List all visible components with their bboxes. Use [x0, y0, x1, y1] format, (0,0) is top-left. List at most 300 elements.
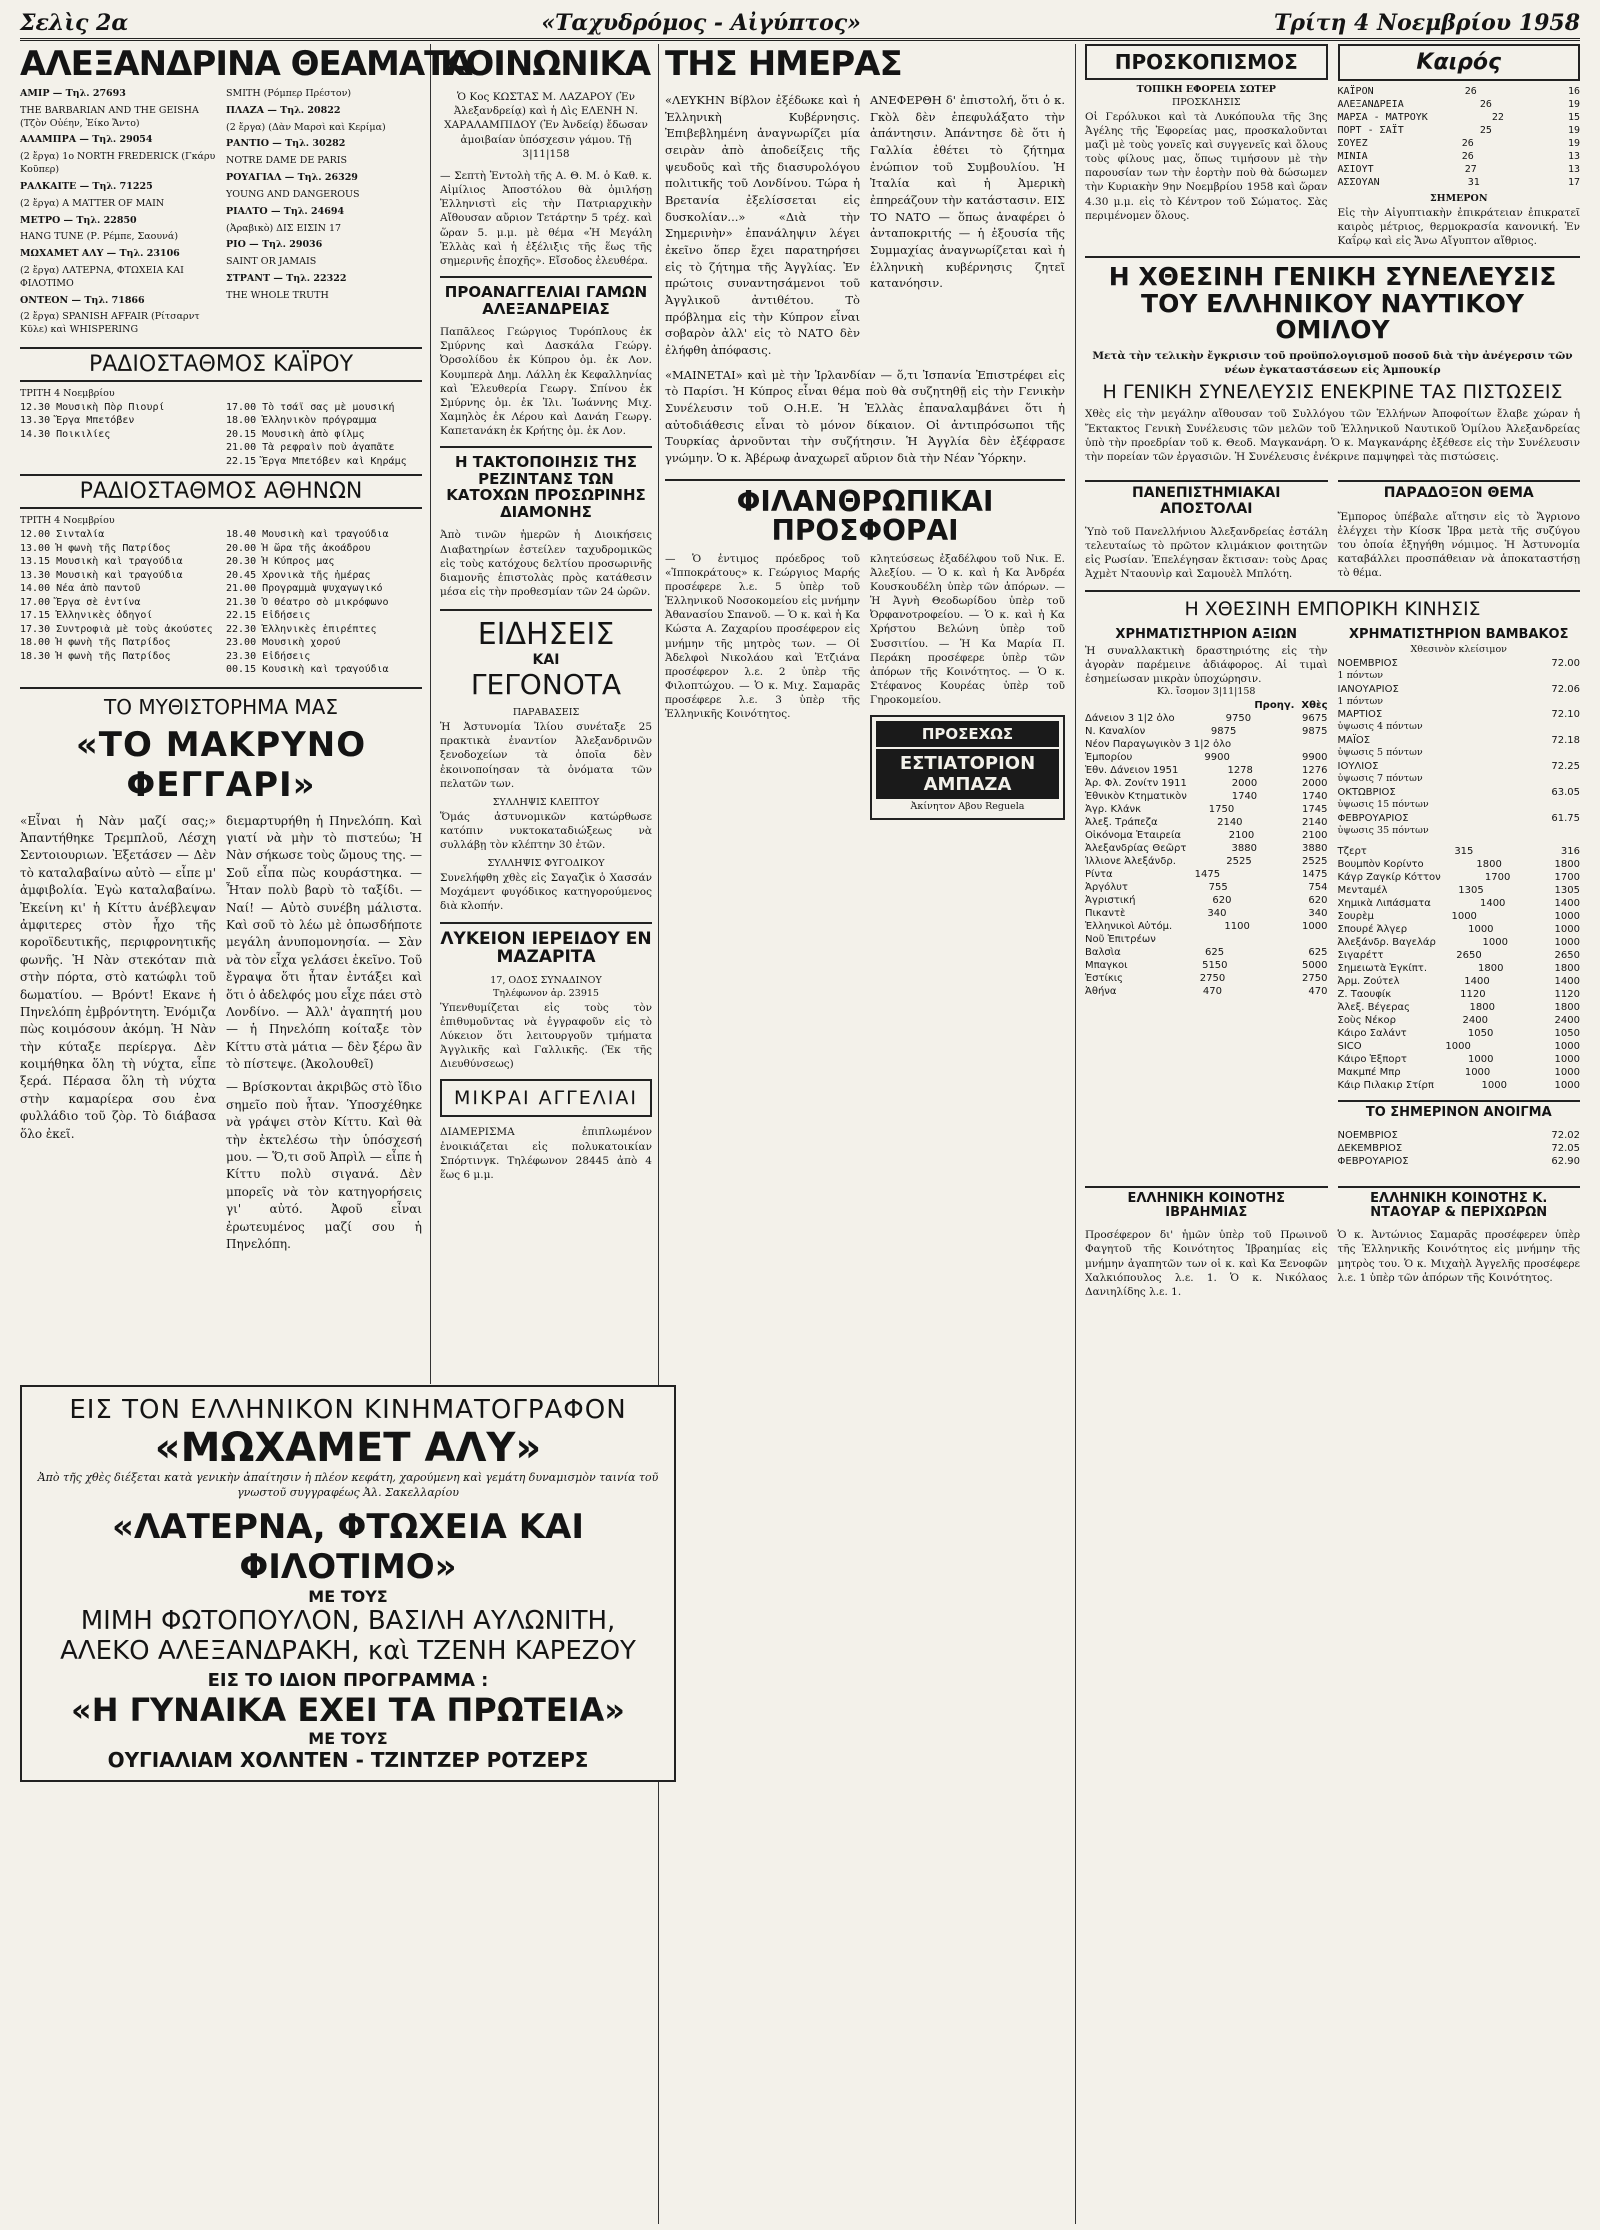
page-number: Σελὶς 2α [20, 10, 129, 36]
goods-row-cell: 1000 [1482, 937, 1508, 949]
stock-row-cell: Νέον Παραγωγικὸν 3 1|2 ὀλο [1085, 739, 1232, 751]
novel-text-third: — Βρίσκονται ἀκριβῶς στὸ ἴδιο σημεῖο ποὺ ἦταν. Ὑποσχέθηκε νὰ γράψει στὸν Κίττυ. Καὶ θὰ τὴν ἐκτελέσω τὴν ὑπόσχεσή μου. — Ὅ,τι σοῦ Ἀπρὶλ — εἶπε ἡ Κίττυ πολὺ σιγανά. Δὲν μπορεῖς νὰ τὸν κατηγορήσεις γι' αὐτό. Ἀφοῦ εἶναι ἐρωτευμένος μαζί σου ἡ Πηνελόπη. [226, 1080, 422, 1251]
cotton-note: ὑψωσις 35 πόντων [1337, 824, 1429, 836]
goods-row [1338, 897, 1581, 910]
goods-row-cell: Κάιρο Ἐξπορτ [1337, 1054, 1407, 1066]
scouts-title: ΤΟΠΙΚΗ ΕΦΟΡΕΙΑ ΣΩΤΕΡ [1136, 84, 1276, 95]
stock-row-cell: 2100 [1228, 830, 1255, 842]
stock-row-cell: Ἀργόλυτ [1085, 882, 1128, 894]
goods-row [1338, 884, 1581, 897]
radio-cairo-schedule: 12.30 Μουσικὴ Πὸρ Πιουρί 13.30 Ἔργα Μπετόβεν 14.30 Ποικιλίες 17.00 Τὸ τσάϊ σας μὲ μουσική 18.00 Ἑλληνικὸν πρόγραμμα 20.15 Μουσικὴ ἀπὸ φίλμς 21.00 Τὰ ρεφραὶν ποὺ ἀγαπᾶτε 22.15 Ἔργα Μπετόβεν καὶ Κηράμς [20, 401, 407, 467]
radio-cairo-date: ΤΡΙΤΗ 4 Νοεμβρίου [20, 388, 115, 399]
charity-right: κλητεύσεως ἐξαδέλφου τοῦ Νικ. Ε. Ἀλεξίου. — Ὁ κ. καὶ ἡ Κα Ἀνδρέα Κουσκουδέλη ὑπὲρ τῶν ἀπόρων. — Ἡ Ἀγνὴ Θεοδωρίδου ὑπὲρ τοῦ Ὀρφανοτροφείου. — Ὁ κ. καὶ ἡ Κα Χρήστου Βελώνη ὑπὲρ τοῦ Συσσιτίου. — Ἡ Κα Μαρία Π. Περάκη προσέφερε ὑπὲρ τῶν ἀπόρων τῆς Κοινότητος. — Ὁ κ. Στέφανος Κουρέας ὑπὲρ τοῦ Γηροκομείου. [870, 552, 1065, 707]
stock-row-cell: Νοῦ Ἐπιτρέων [1085, 934, 1156, 946]
weather-row [1338, 98, 1581, 111]
stock-row-cell: 1100 [1224, 921, 1250, 933]
goods-row [1338, 1066, 1581, 1079]
residence-title: Η ΤΑΚΤΟΠΟΙΗΣΙΣ ΤΗΣ ΡΕΖΙΝΤΑΝΣ ΤΩΝ ΚΑΤΟΧΩΝ ΠΡΟΣΩΡΙΝΗΣ ΔΙΑΜΟΝΗΣ [440, 446, 652, 520]
goods-row-cell: SICO [1337, 1041, 1362, 1053]
stock-row-cell: 5000 [1302, 960, 1328, 972]
goods-row-cell: 1120 [1460, 989, 1486, 1001]
stock-row-cell: Ἀθήνα [1085, 986, 1117, 998]
stock-row-cell: 9875 [1210, 726, 1237, 738]
cinema-ad-intro: Ἀπὸ τῆς χθὲς διέξεται κατὰ γενικὴν ἀπαίτησιν ἡ πλέον κεφάτη, χαρούμενη καὶ γεμάτη δυναμισμὸν ταινία τοῦ γνωστοῦ συγγραφέως Ἀλ. Σακελλαρίου [37, 1471, 659, 1499]
stock-row-cell: 2525 [1302, 856, 1328, 868]
goods-row-cell: Ἀρμ. Ζούτελ [1337, 976, 1400, 988]
goods-row [1338, 962, 1581, 975]
cotton-note: ὑψωσις 4 πόντων [1337, 721, 1423, 733]
classifieds-text: ΔΙΑΜΕΡΙΣΜΑ ἐπιπλωμένον ἐνοικιάζεται εἰς πολυκατοικίαν Σπόρτινγκ. Τηλέφωνον 28445 ἀπὸ 4 ἕως 6 μ.μ. [440, 1126, 652, 1181]
goods-row-cell: 1050 [1554, 1028, 1580, 1040]
university-text: Ὑπὸ τοῦ Πανελλήνιου Ἀλεξανδρείας ἐστάλη τελευταίως τὸ πρῶτον κλιμάκιον φοιτητῶν εἰς Ρωσίαν. Ἐπελέγησαν ἔκτισαν: τοὺς Δρας Ἀχμὲτ Νταουνὶρ καὶ Σαμουὲλ Μπλότη. [1085, 525, 1328, 581]
weather-today: ΣΗΜΕΡΟΝ [1429, 193, 1488, 204]
university-title: ΠΑΝΕΠΙΣΤΗΜΙΑΚΑΙ ΑΠΟΣΤΟΛΑΙ [1085, 480, 1328, 517]
goods-row-cell: 2400 [1554, 1015, 1580, 1027]
today-rate-row [1338, 1155, 1581, 1168]
stock-row [1085, 803, 1328, 816]
weather-row [1338, 137, 1581, 150]
stock-row [1085, 829, 1328, 842]
stock-row-cell: 470 [1308, 986, 1328, 998]
stock-row-cell: Μπαγκοι [1085, 960, 1128, 972]
school-title: ΛΥΚΕΙΟΝ ΙΕΡΕΙΔΟΥ ΕΝ ΜΑΖΑΡΙΤΑ [440, 922, 652, 967]
stock-row-cell: Βαλσὶα [1085, 947, 1121, 959]
cotton-note: ὑψωσις 7 πόντων [1337, 772, 1423, 784]
stock-row [1085, 712, 1328, 725]
goods-row [1338, 988, 1581, 1001]
school-phone: Τηλέφωνον ἀρ. 23915 [493, 987, 599, 999]
goods-row [1338, 975, 1581, 988]
goods-row-cell: Κάγρ Ζαγκίρ Κόττον [1337, 872, 1441, 884]
today-rate-row-cell: ΔΕΚΕΜΒΡΙΟΣ [1337, 1142, 1403, 1154]
cotton-note: 1 πόντων [1337, 669, 1384, 681]
goods-row-cell: Χημικὰ Λιπάσματα [1337, 898, 1431, 910]
goods-row [1338, 1053, 1581, 1066]
commerce-title: Η ΧΘΕΣΙΝΗ ΕΜΠΟΡΙΚΗ ΚΙΝΗΣΙΣ [1184, 597, 1481, 620]
news-title: ΕΙΔΗΣΕΙΣ [477, 617, 615, 653]
residence-text: Ἀπὸ τινῶν ἡμερῶν ἡ Διοικήσεις Διαβατηρίων ἐστείλεν ταχυδρομικῶς εἰς τοὺς κατόχους δελτίου προσωρινῆς διαμονῆς ἐπιστολὰς πρὸς κατάθεσιν μέσα εἰς τὴν προθεσμίαν τῶν 24 ὡρῶν. [440, 529, 652, 599]
cotton-row-cell: 61.75 [1551, 812, 1580, 824]
marriage-announcements-title: ΠΡΟΑΝΑΓΓΕΛΙΑΙ ΓΑΜΩΝ ΑΛΕΞΑΝΔΡΕΙΑΣ [440, 276, 652, 317]
school-text: Ὑπενθυμίζεται εἰς τοὺς τὸν ἐπιθυμοῦντας νὰ ἐγγραφοῦν εἰς τὸ Λύκειον ὅτι λειτουργοῦν τμήματα Ἀγγλικῆς καὶ Γαλλικῆς. (Ἐκ τῆς Διευθύνσεως) [440, 1001, 652, 1071]
goods-row-cell: 1400 [1554, 976, 1580, 988]
cotton-row [1338, 760, 1581, 773]
today-rate-row-cell: 62.90 [1551, 1155, 1580, 1167]
weather-row-cell: 26 [1479, 99, 1492, 110]
stock-row-cell: Οἰκόνομα Ἐταιρεία [1085, 830, 1181, 842]
stock-row-cell: 625 [1308, 947, 1328, 959]
weather-row [1338, 85, 1581, 98]
stocks-title: ΧΡΗΜΑΤΙΣΤΗΡΙΟΝ ΑΞΙΩΝ [1115, 626, 1298, 642]
stock-row-cell: Ἀλεξανδρίας Θεῶρτ [1085, 843, 1187, 855]
goods-row-cell: 1050 [1467, 1028, 1494, 1040]
goods-row-cell: 1700 [1484, 872, 1511, 884]
column-social [440, 44, 652, 1374]
weather-row-cell: 26 [1464, 86, 1477, 97]
cotton-row-cell: ΙΟΥΛΙΟΣ [1337, 760, 1379, 772]
goods-row-cell: 1000 [1554, 1041, 1580, 1053]
today-rate-row [1338, 1142, 1581, 1155]
weather-row [1338, 150, 1581, 163]
marriage-announcements: Παπᾶλεος Γεώργιος Τυρόπλους ἐκ Σμύρνης καὶ Δασκάλα Γεώργ. Ὀρσολίδου ἐκ Κύπρου ὁμ. ἐκ Λον. Κουμπερὰ Δημ. Λάλλη ἐκ Κεφαλληνίας καὶ Ἐλευθερία Γεωργ. Σπίνου ἐκ Σμύρνης ὁμ. ἐκ Ἰλι. Ἰωάννης Μιχ. Χαμηλὸς ἐκ Λέρου καὶ Δανάη Γεωργ. Καπετανάκη ἐκ Κρήτης ὁμ. ἐκ Λον. [440, 326, 652, 438]
stock-row-cell: Ἀλεξ. Τράπεζα [1085, 817, 1158, 829]
cinema-ad-name: «ΜΩΧΑΜΕΤ ΑΛΥ» [154, 1425, 542, 1471]
goods-row-cell: 1400 [1554, 898, 1580, 910]
today-rate-row-cell: ΦΕΒΡΟΥΑΡΙΟΣ [1337, 1155, 1409, 1167]
stock-row-cell: Ἀγριστική [1085, 895, 1136, 907]
cotton-row-cell: 72.06 [1551, 683, 1580, 695]
goods-row-cell: 1000 [1467, 1054, 1494, 1066]
radio-athens-schedule: 12.00 Σινταλία 13.00 Ἡ φωνὴ τῆς Πατρίδος 13.15 Μουσικὴ καὶ τραγούδια 13.30 Μουσικὴ καὶ τραγούδια 14.00 Νέα ἀπὸ παντοῦ 17.00 Ἔργα σὲ ἐντίνα 17.15 Ἑλληνικὲς ὁδηγοί 17.30 Συντροφιὰ μὲ τοὺς ἀκούστες 18.00 Ἡ φωνὴ τῆς Πατρίδος 18.30 Ἡ φωνὴ τῆς Πατρίδος 18.40 Μουσικὴ καὶ τραγούδια 20.00 Ἡ ὥρα τῆς ἀκοάδρου 20.30 Ἡ Κύπρος μας 20.45 Χρονικὰ τῆς ἡμέρας 21.00 Προγραμμὰ ψυχαγωγικό 21.30 Ὁ Θέατρο σὸ μικρόφωνο 22.15 Εἰδήσεις 22.30 Ἑλληνικὲς ἐπιρέπτες 23.00 Μουσικὴ χορού 23.30 Εἰδήσεις 00.15 Κουσικὴ καὶ τραγούδια [20, 529, 389, 676]
stocks-text: Ἡ συναλλακτικὴ δραστηριότης εἰς τὴν ἀγορὰν παρέμεινε ἀδιάφορος. Αἱ τιμαὶ ἐσημείωσαν μικρὰν ὑποχώρησιν. [1085, 644, 1328, 686]
goods-row [1338, 1001, 1581, 1014]
goods-row [1338, 936, 1581, 949]
goods-row [1338, 1027, 1581, 1040]
stock-row-cell: Ἐθνικὸν Κτηματικὸν [1085, 791, 1187, 803]
news-events: ΓΕΓΟΝΟΤΑ [470, 668, 622, 702]
goods-row [1338, 858, 1581, 871]
assembly-text: Χθὲς εἰς τὴν μεγάλην αἴθουσαν τοῦ Συλλόγου τῶν Ἑλλήνων Ἀποφοίτων ἔλαβε χώραν ἡ Ἔκτακτος Γενικὴ Συνέλευσις τῶν μελῶν τοῦ Ἑλληνικοῦ Ναυτικοῦ Ὁμίλου Ἀλεξανδρείας ὑπὸ τὴν προεδρίαν τοῦ κ. Θεοδ. Μαγκανάρη. Ὁ κ. Μαγκανάρης ἐξέθεσε εἰς τὴν Συνέλευσιν τὴν πορείαν τῶν ἐργασιῶν. Ἡ Συνέλευσις ἐνέκρινε παμψηφεὶ τὰς πιστώσεις. [1085, 408, 1580, 463]
stock-row-cell: 9675 [1302, 713, 1328, 725]
cotton-row-cell: 72.25 [1551, 760, 1580, 772]
stock-row-cell: 3880 [1231, 843, 1257, 855]
goods-row-cell: 1000 [1464, 1067, 1491, 1079]
goods-row-cell: 1000 [1481, 1080, 1507, 1092]
goods-row [1338, 871, 1581, 884]
paper-name: «Ταχυδρόμος - Αἰγύπτος» [541, 10, 861, 36]
cotton-note: ὑψωσις 15 πόντων [1337, 798, 1429, 810]
ibrahimia-title: ΕΛΛΗΝΙΚΗ ΚΟΙΝΟΤΗΣ ΙΒΡΑΗΜΙΑΣ [1085, 1186, 1328, 1221]
today-rate-row-cell: ΝΟΕΜΒΡΙΟΣ [1337, 1129, 1398, 1141]
masthead [20, 8, 1580, 41]
cotton-row [1338, 734, 1581, 747]
stock-row [1085, 972, 1328, 985]
cinema-ad-cast1b: ΑΛΕΚΟ ΑΛΕΞΑΝΔΡΑΚΗ, καὶ ΤΖΕΝΗ ΚΑΡΕΖΟΥ [60, 1635, 636, 1666]
weather-row [1338, 163, 1581, 176]
cotton-row-cell: ΦΕΒΡΟΥΑΡΙΟΣ [1337, 812, 1409, 824]
stocks-date: Κλ. ἴσομον 3|11|158 [1157, 686, 1256, 698]
goods-row-cell: 1120 [1554, 989, 1580, 1001]
cotton-row [1338, 657, 1581, 670]
cotton-note: 1 πόντων [1337, 695, 1384, 707]
stock-row-cell: 2750 [1302, 973, 1328, 985]
stock-row [1085, 764, 1328, 777]
goods-row-cell: 1400 [1464, 976, 1490, 988]
stock-row-cell: 1276 [1302, 765, 1328, 777]
stock-row-cell: Ἐμπορίου [1085, 752, 1133, 764]
ntaouar-title: ΕΛΛΗΝΙΚΗ ΚΟΙΝΟΤΗΣ Κ. ΝΤΑΟΥΑΡ & ΠΕΡΙΧΩΡΩΝ [1338, 1186, 1581, 1221]
goods-row-cell: 1800 [1554, 1002, 1580, 1014]
scouts-text: Οἱ Γερόλυκοι καὶ τὰ Λυκόπουλα τῆς 3ης Ἀγέλης τῆς Ἐφορείας μας, προσκαλοῦνται μαζὶ μὲ τοὺς γονεῖς καὶ συγγενεῖς καὶ ὅλους τοὺς φίλους μας, ὅπως τιμήσουν μὲ τὴν παρουσίαν των τὴν ἑορτὴν ποὺ θὰ δώσωμεν τὴν Κυριακὴν 9ην Νοεμβρίου 1958 καὶ ὥραν 4.30 μ.μ. εἰς τὸ Κέντρον τοῦ Σώματος. Σὰς περιμένομεν ὅλους. [1085, 110, 1328, 222]
weather-row-cell: ΑΛΕΞΑΝΔΡΕΙΑ [1337, 99, 1404, 110]
stock-row-cell: 1745 [1302, 804, 1328, 816]
goods-row-cell: Σημειωτὰ Ἐγκίπτ. [1337, 963, 1427, 975]
restaurant-ad [870, 715, 1065, 820]
cotton-row [1338, 708, 1581, 721]
ntaouar-text: Ὁ κ. Ἀντώνιος Σαμαρᾶς προσέφερεν ὑπὲρ τῆς Ἑλληνικῆς Κοινότητος εἰς μνήμην τῆς μητρὸς του. Ὁ κ. Μιχαὴλ Ἀγγελῆς προσέφερε λ.ε. 1 ὑπὲρ τῶν ἀπόρων τῆς Κοινότητος. [1337, 1229, 1580, 1284]
goods-row-cell: 1000 [1445, 1041, 1471, 1053]
cotton-row-cell: ΝΟΕΜΒΡΙΟΣ [1337, 657, 1398, 669]
cinema-list-right: SMITH (Ρόμπερ Πρέστον) ΠΛΑΖΑ — Τηλ. 20822 (2 ἔργα) (Δὰν Μαρσὶ καὶ Κερίμα) ΡΑΝΤΙΟ — Τηλ. 30282 NOTRE DAME DE PARIS ΡΟΥΑΓΙΑΛ — Τηλ. 26329 YOUNG AND DANGEROUS ΡΙΑΛΤΟ — Τηλ. 24694 (Ἀραβικὸ) ΔΙΣ ΕΙΣΙΝ 17 ΡΙΟ — Τηλ. 29036 SAINT OR JAMAIS ΣΤΡΑΝΤ — Τηλ. 22322 THE WHOLE TRUTH [226, 88, 386, 301]
stock-row-cell: Ἐστίκις [1085, 973, 1123, 985]
stock-row-cell: 2525 [1226, 856, 1252, 868]
cinema-ad-cast2: ΟΥΓΙΑΛΙΑΜ ΧΟΛΝΤΕΝ - ΤΖΙΝΤΖΕΡ ΡΟΤΖΕΡΣ [107, 1747, 589, 1772]
stock-row-cell: Ἑλληνικοὶ Αὐτόμ. [1085, 921, 1173, 933]
goods-row-cell: 1000 [1554, 911, 1580, 923]
stock-row [1085, 907, 1328, 920]
violations-text: Ἡ Ἀστυνομία Ἰλίου συνέταξε 25 πρακτικὰ ἐναντίον Ἀλεξανδρινῶν ξενοδοχείων τὰ ὁποῖα δὲν ἐκοινοποίησαν τὰ ὀνόματα τῶν πελατῶν των. [440, 721, 652, 790]
goods-row-cell: 2650 [1554, 950, 1580, 962]
section-title-social: ΚΟΙΝΩΝΙΚΑ [440, 44, 651, 84]
goods-row-cell: 1800 [1478, 963, 1504, 975]
cinema-list-left: ΑΜΙΡ — Τηλ. 27693 THE BARBARIAN AND THE GEISHA (Τζὸν Οὐέην, Ἐίκο Ἄντο) ΑΛΑΜΠΡΑ — Τηλ. 29054 (2 ἔργα) 1ο NORTH FREDERICK (Γκάρυ Κοῦπερ) ΡΑΛΚΑΙΤΕ — Τηλ. 71225 (2 ἔργα) A MATTER OF MAIN ΜΕΤΡΟ — Τηλ. 22850 HANG TUNE (Ρ. Ρέμπε, Σαουνά) ΜΩΧΑΜΕΤ ΑΛΥ — Τηλ. 23106 (2 ἔργα) ΛΑΤΕΡΝΑ, ΦΤΩΧΕΙΑ ΚΑΙ ΦΙΛΟΤΙΜΟ ΟΝΤΕΟΝ — Τηλ. 71866 (2 ἔργα) SPANISH AFFAIR (Ρίτσαρντ Κῦλε) καὶ WHISPERING [20, 88, 216, 336]
goods-row [1338, 949, 1581, 962]
goods-row-cell: Τζερτ [1337, 846, 1367, 858]
weather-row-cell: 25 [1479, 125, 1492, 136]
stock-row-cell: Ἐθν. Δάνειον 1951 [1085, 765, 1179, 777]
column-news [1085, 44, 1580, 2224]
stock-row-cell: 9900 [1302, 752, 1328, 764]
cotton-row-cell: 72.00 [1551, 657, 1580, 669]
weather-row-cell: 26 [1461, 138, 1474, 149]
paradox-text: Ἔμπορος ὑπέβαλε αἴτησιν εἰς τὸ Ἄγριονο ἐλέγχει τὴν Κίοσκ Ἰβρα μετὰ τῆς συζύγου του ὁποία ἐξηγήθη νόμιμος. Ἡ Ἀστυνομία καταβάλλει προσπάθειαν νὰ ἀποκαταστήσῃ τὸ θέμα. [1337, 510, 1580, 580]
lecture-notice: — Σεπτὴ Ἐντολὴ τῆς Α. Θ. Μ. ὁ Καθ. κ. Αἰμίλιος Ἀποστόλου θὰ ὁμιλήσῃ Ἑλληνιστὶ εἰς τὴν Πατριαρχικὴν Αἴθουσαν αὔριον Τετάρτην 5 τρέχ. καὶ ὥραν 5. μ.μ. μὲ θέμα «Ἡ Μεγάλη Ἑλλὰς καὶ ἡ ἐξέλιξις τῆς ἕως τῆς σημερινῆς ἐποχῆς». Εἴσοδος ἐλευθέρα. [440, 169, 652, 267]
stock-row-cell: 1750 [1208, 804, 1235, 816]
novel-title: «ΤΟ ΜΑΚΡΥΝΟ ΦΕΓΓΑΡΙ» [75, 724, 367, 805]
goods-row-cell: 1000 [1554, 937, 1580, 949]
cotton-row-cell: 72.18 [1551, 735, 1580, 747]
stock-row-cell: 2100 [1302, 830, 1328, 842]
stock-row-cell: 3880 [1302, 843, 1328, 855]
radio-athens-title: ΡΑΔΙΟΣΤΑΘΜΟΣ ΑΘΗΝΩΝ [20, 474, 422, 509]
stock-row-cell: Ἰλλιονε Ἀλεξάνδρ. [1085, 856, 1176, 868]
stock-row [1085, 751, 1328, 764]
weather-row-cell: 19 [1567, 125, 1580, 136]
goods-row-cell: Μενταμέλ [1337, 885, 1388, 897]
paradox-title: ΠΑΡΑΔΟΞΟΝ ΘΕΜΑ [1338, 480, 1581, 501]
cotton-row-cell: ΙΑΝΟΥΑΡΙΟΣ [1337, 683, 1399, 695]
section-title-theaters: ΑΛΕΞΑΝΔΡΙΝΑ ΘΕΑΜΑΤΑ [20, 44, 472, 84]
stock-row-cell: Ν. Καναλίον [1085, 726, 1146, 738]
stock-row [1085, 725, 1328, 738]
radio-athens-date: ΤΡΙΤΗ 4 Νοεμβρίου [20, 515, 115, 527]
stock-row-cell: 5150 [1202, 960, 1228, 972]
goods-row-cell: 1305 [1458, 885, 1484, 897]
cotton-row [1338, 683, 1581, 696]
weather-row-cell: ΚΑΪΡΟΝ [1337, 86, 1374, 97]
goods-row-cell: 2650 [1456, 950, 1482, 962]
weather-logo: Καιρός [1338, 44, 1581, 81]
today-lower-text: «ΜΑΙΝΕΤΑΙ» καὶ μὲ τὴν Ἱρλανδίαν — ὅ,τι Ἰσπανία Ἐπιστρέφει εἰς τὸ Παρίσι. Ἡ Κύπρος εἶναι θέμα ποὺ θὰ συζητηθῇ εἰς τὴν Γενικὴν Συνέλευσιν τοῦ Ο.Η.Ε. Ἡ Ἑλλὰς ἐπαναλαμβάνει ὅτι ἡ αὐτοδιάθεσις εἶναι τὸ μόνον δίκαιον. Οἱ ἀντιπρόσωποι τῆς Τουρκίας ἀρνοῦνται τὴν συζήτησιν. Ἡ Ἀγγλία δὲν ἐξέφρασε γνώμην. Ὁ κ. Ἀβέρωφ ἀναχωρεῖ αὔριον διὰ τὴν Νέαν Ὑόρκην. [665, 367, 1065, 466]
school-address: 17, ΟΔΟΣ ΣΥΝΑΔΙΝΟΥ [490, 975, 602, 986]
goods-row-cell: 1000 [1451, 911, 1477, 923]
weather-row-cell: ΑΣΣΟΥΑΝ [1337, 177, 1380, 188]
assembly-subtitle1: Μετὰ τὴν τελικὴν ἔγκρισιν τοῦ προϋπολογισμοῦ ποσοῦ διὰ τὴν ἀνέγερσιν τῶν νέων ἐγκαταστάσεων εἰς Ἀμπουκίρ [1092, 350, 1573, 377]
weather-row-cell: ΜΑΡΣΑ - ΜΑΤΡΟΥΚ [1337, 112, 1428, 123]
stock-row-cell: 2000 [1231, 778, 1258, 790]
classifieds-box [440, 1079, 652, 1117]
cotton-row [1338, 812, 1581, 825]
cinema-ad-film1: «ΛΑΤΕΡΝΑ, ΦΤΩΧΕΙΑ ΚΑΙ ΦΙΛΟΤΙΜΟ» [112, 1506, 584, 1587]
today-rate-row-cell: 72.05 [1551, 1142, 1580, 1154]
weather-row-cell: 13 [1567, 151, 1580, 162]
cinema-ad-film2: «Η ΓΥΝΑΙΚΑ ΕΧΕΙ ΤΑ ΠΡΩΤΕΙΑ» [71, 1690, 625, 1729]
restaurant-ad-name: ΕΣΤΙΑΤΟΡΙΟΝ ΑΜΠΑΖΑ [876, 749, 1059, 799]
goods-row-cell: 316 [1560, 846, 1580, 858]
cinema-ad-with1: ΜΕ ΤΟΥΣ [308, 1586, 388, 1606]
stock-row [1085, 842, 1328, 855]
goods-row-cell: Σπουρέ Ἀλγερ [1337, 924, 1408, 936]
goods-row-cell: Ἀλεξ. Βέγερας [1337, 1002, 1410, 1014]
cotton-note: ὑψωσις 5 πόντων [1337, 747, 1423, 759]
violations-label: ΠΑΡΑΒΑΣΕΙΣ [512, 707, 580, 719]
cotton-row-cell: ΜΑΪΟΣ [1337, 735, 1371, 747]
today-right-text: ΑΝΕΦΕΡΘΗ δ' ἐπιστολή, ὅτι ὁ κ. Γκὸλ δὲν ἐπεφυλάξατο τὴν ἀπάντησιν. Ἀπάντησε δὲ ὅτι ἡ Γαλλία ἐθέτει τὸ ζήτημα ἐνώπιον τοῦ Συμβουλίου. Ἡ Ἰταλία καὶ ἡ Ἀμερικὴ ἐπηρεάζουν τὴν κατάστασιν. ΕΙΣ ΤΟ ΝΑΤΟ — ὅπως ἀναφέρει ὁ ἀνταποκριτής — ἡ ἐξουσία τῆς Συμμαχίας ἀναγνωρίζεται καὶ ἡ ἑλληνικὴ κυβέρνησις ζητεῖ κατανόησιν. [870, 93, 1065, 291]
stock-row-cell: 755 [1208, 882, 1228, 894]
stocks-table [1085, 712, 1328, 998]
today-main-text: «ΛΕΥΚΗΝ Βίβλον ἐξέδωκε καὶ ἡ Ἑλληνικὴ Κυβέρνησις. Ἐπιβεβλημένη ἀναγνωρίζει μία σειρὰν ἀπὸ ἀποδείξεις τῆς ψευδοῦς καὶ τῆς διασυρολόγου πολιτικῆς τοῦ Λονδίνου. Τώρα ἡ Βρετανία ἐξελίσσεται εἰς δυσκολίαν...» «Διὰ τὴν Σημερινὴν» ἐπανάληψιν λέγει ἐκεῖνο ὅπερ ἔχει παρατηρήσει εἰς τὸ ζήτημα τῆς Ἀγγλίας. Ἐν πρώτοις συναντησάμενοι τοῦ Ἀγγλικοῦ ἀντιθέτου. Τὸ πρόβλημα εἰς τὴν Κύπρον εἶναι σοβαρὸν ἀλλ' εἰς τὸ ΝΑΤΟ δὲν ἐλήφθη ἀπόφασις. [665, 93, 860, 358]
stock-row-cell: Ἀρ. Φλ. Ζονίτν 1911 [1085, 778, 1187, 790]
stock-row-cell: 9900 [1204, 752, 1230, 764]
scouts-sub: ΠΡΟΣΚΛΗΣΙΣ [1171, 96, 1241, 108]
cotton-row-cell: ΜΑΡΤΙΟΣ [1337, 709, 1383, 721]
goods-table [1338, 845, 1581, 1092]
goods-row [1338, 923, 1581, 936]
goods-row-cell: Σοὺς Νέκορ [1337, 1015, 1397, 1027]
restaurant-ad-address: Ἀκίνητον Αβου Reguela [910, 801, 1025, 813]
goods-row-cell: 1000 [1554, 1080, 1580, 1092]
weather-row-cell: 19 [1567, 99, 1580, 110]
cinema-ad-venue: ΕΙΣ ΤΟΝ ΕΛΛΗΝΙΚΟΝ ΚΙΝΗΜΑΤΟΓΡΑΦΟΝ [69, 1395, 627, 1425]
weather-row-cell: 17 [1567, 177, 1580, 188]
weather-row-cell: ΠΟΡΤ - ΣΑΪΤ [1337, 125, 1404, 136]
weather-row-cell: ΑΣΙΟΥΤ [1337, 164, 1374, 175]
stock-row [1085, 790, 1328, 803]
ibrahimia-text: Προσέφερον δι' ἡμῶν ὑπὲρ τοῦ Πρωινοῦ Φαγητοῦ τῆς Κοινότητος Ἰβραημίας εἰς μνήμην ἀγαπητῶν των οἱ κ. καὶ Κα Ξενοφῶν Χαλκιόπουλος λ.ε. 1. Ὁ κ. Νικόλαος Δανιηλίδης λ.ε. 1. [1085, 1229, 1328, 1298]
issue-date: Τρίτη 4 Νοεμβρίου 1958 [1273, 10, 1580, 36]
goods-row-cell: Σιγαρέττ [1337, 950, 1384, 962]
charity-left: — Ὁ ἐντιμος πρόεδρος τοῦ «Ἱπποκράτους» κ. Γεώργιος Μαρής προσέφερε λ.ε. 5 ὑπὲρ τοῦ Ἑλληνικοῦ Νοσοκομείου εἰς μνήμην Ἀθανασίου Σπανοῦ. — Ὁ κ. καὶ ἡ Κα Κώστα Α. Ζαχαρίου προσέφερον εἰς μνήμην τῆς μητρὸς των. — Οἱ Ἀδελφοὶ Νικολάου καὶ Ἐτζιάνα προσέφερον λ.ε. 2 ὑπὲρ τῆς Φιλοπτώχου. — Ὁ κ. Μιχ. Σαμαρᾶς προσέφερε λ.ε. 3 ὑπὲρ τῆς Ἑλληνικῆς Κοινότητος. [665, 552, 860, 721]
goods-row-cell: 315 [1454, 846, 1474, 858]
today-rate-row-cell: 72.02 [1551, 1129, 1580, 1141]
cinema-ad-with2: ΜΕ ΤΟΥΣ [308, 1728, 388, 1748]
charity-title: ΦΙΛΑΝΘΡΩΠΙΚΑΙ ΠΡΟΣΦΟΡΑΙ [736, 484, 994, 548]
stock-row-cell: 2750 [1199, 973, 1226, 985]
cinema-ad-same-program: ΕΙΣ ΤΟ ΙΔΙΟΝ ΠΡΟΓΡΑΜΜΑ : [207, 1669, 489, 1691]
cotton-sub: Χθεσινὸν κλείσιμον [1410, 643, 1507, 655]
stocks-header: Προηγ. Χθὲς [1254, 700, 1328, 712]
thief-text: Ὅμάς ἀστυνομικῶν κατώρθωσε κατόπιν νυκτοκαταδιώξεως νὰ συλλάβῃ τὸν κλέπτην 30 ἐτῶν. [440, 810, 652, 852]
weather-row [1338, 111, 1581, 124]
stock-row [1085, 868, 1328, 881]
stock-row-cell: 340 [1308, 908, 1328, 920]
goods-row-cell: 1800 [1554, 859, 1580, 871]
cotton-title: ΧΡΗΜΑΤΙΣΤΗΡΙΟΝ ΒΑΜΒΑΚΟΣ [1349, 626, 1569, 642]
goods-row-cell: Κάιρο Σαλάντ [1337, 1028, 1407, 1040]
stock-row [1085, 920, 1328, 933]
goods-row-cell: Ζ. Ταουφίκ [1337, 989, 1392, 1001]
cotton-row-cell: 72.10 [1551, 709, 1580, 721]
goods-row-cell: Μακμπέ Μπρ [1337, 1067, 1401, 1079]
goods-row [1338, 910, 1581, 923]
stock-row-cell: 1475 [1194, 869, 1221, 881]
weather-row-cell: 26 [1461, 151, 1474, 162]
stock-row-cell: 1740 [1302, 791, 1328, 803]
cinema-ad-cast1a: ΜΙΜΗ ΦΩΤΟΠΟΥΛΟΝ, ΒΑΣΙΛΗ ΑΥΛΩΝΙΤΗ, [80, 1605, 616, 1636]
novel-section-title: ΤΟ ΜΥΘΙΣΤΟΡΗΜΑ ΜΑΣ [104, 694, 338, 719]
stock-row [1085, 881, 1328, 894]
stock-row-cell: 625 [1205, 947, 1225, 959]
today-rate-row [1338, 1129, 1581, 1142]
cotton-row-cell: ΟΚΤΩΒΡΙΟΣ [1337, 786, 1396, 798]
stock-row [1085, 777, 1328, 790]
radio-cairo-title: ΡΑΔΙΟΣΤΑΘΜΟΣ ΚΑΪΡΟΥ [20, 347, 422, 382]
goods-row-cell: Βουμπὸν Κορίντο [1337, 859, 1424, 871]
weather-row-cell: ΣΟΥΕΖ [1337, 138, 1368, 149]
stock-row [1085, 959, 1328, 972]
stock-row-cell: Ρίντα [1085, 869, 1113, 881]
goods-row-cell: 1000 [1554, 1054, 1580, 1066]
stock-row [1085, 894, 1328, 907]
goods-row-cell: 1800 [1469, 1002, 1495, 1014]
goods-row [1338, 1014, 1581, 1027]
weather-row [1338, 124, 1581, 137]
goods-row-cell: 1000 [1554, 924, 1580, 936]
cotton-row-cell: 63.05 [1551, 786, 1580, 798]
stock-row [1085, 946, 1328, 959]
assembly-title: Η ΧΘΕΣΙΝΗ ΓΕΝΙΚΗ ΣΥΝΕΛΕΥΣΙΣ ΤΟΥ ΕΛΛΗΝΙΚΟΥ ΝΑΥΤΙΚΟΥ ΟΜΙΛΟΥ [1108, 262, 1557, 344]
weather-row-cell: 31 [1467, 177, 1480, 188]
goods-row [1338, 845, 1581, 858]
stock-row-cell: 754 [1308, 882, 1328, 894]
restaurant-ad-soon: ΠΡΟΣΕΧΩΣ [876, 721, 1059, 747]
stock-row-cell: 2000 [1302, 778, 1328, 790]
stock-row-cell: 470 [1202, 986, 1222, 998]
weather-row [1338, 176, 1581, 189]
column-today [665, 44, 1065, 2224]
weather-row-cell: 27 [1464, 164, 1477, 175]
goods-row-cell: 1800 [1554, 963, 1580, 975]
today-rates-title: ΤΟ ΣΗΜΕΡΙΝΟΝ ΑΝΟΙΓΜΑ [1338, 1100, 1581, 1120]
goods-row-cell: 1000 [1554, 1067, 1580, 1079]
goods-row [1338, 1040, 1581, 1053]
goods-row [1338, 1079, 1581, 1092]
stock-row-cell: 620 [1212, 895, 1232, 907]
goods-row-cell: Σουρὲμ [1337, 911, 1374, 923]
stock-row-cell: Πικαντὲ [1085, 908, 1126, 920]
stock-row-cell: 1740 [1231, 791, 1258, 803]
goods-row-cell: Κάιρ Πιλακιρ Στίρπ [1337, 1080, 1434, 1092]
novel-text-right: διεμαρτυρήθη ἡ Πηνελόπη. Καὶ γιατί νὰ μὴν τὸ πιστεύω; Ἡ Νὰν σήκωσε τοὺς ὤμους της. — Σοῦ εἶπα πὼς κουράστηκα. — Ἦταν πολὺ βαρὺ τὸ ταξίδι. — Ναί! — Αὐτὸ συνέβη μάλιστα. Καὶ σοῦ τὸ λέω μὲ ὁπωσδήποτε μεγάλη ἀνυπομονησία. — Σὰν νὰ τὸν εἶχα γελάσει ἐκεῖνο. Τοῦ ἔγραψα ὅτι ἦταν ἐντάξει καὶ ὅτι ὁ ἀδελφός μου εἶχε πάει στὸ Λονδίνο. — Ἀλλ' ἀγαπητή μου — ἡ Πηνελόπη κοίταξε τὸν Κίττυ στὰ μάτια — δὲν ξέρω ἂν τὸ πίστεψε. (Ἀκολουθεῖ) [226, 813, 422, 1072]
stock-row-cell: Δάνειον 3 1|2 ὀλο [1085, 713, 1175, 725]
today-rates-table [1338, 1129, 1581, 1168]
section-title-today: ΤΗΣ ΗΜΕΡΑΣ [665, 44, 902, 84]
column-entertainment [20, 44, 472, 1374]
classifieds-title: ΜΙΚΡΑΙ ΑΓΓΕΛΙΑΙ [454, 1087, 638, 1110]
stock-row-cell: 340 [1207, 908, 1227, 920]
assembly-subtitle2: Η ΓΕΝΙΚΗ ΣΥΝΕΛΕΥΣΙΣ ΕΝΕΚΡΙΝΕ ΤΑΣ ΠΙΣΤΩΣΕΙΣ [1102, 381, 1563, 404]
cotton-row [1338, 786, 1581, 799]
goods-row-cell: 1400 [1479, 898, 1506, 910]
stock-row-cell: 9875 [1302, 726, 1328, 738]
news-and: ΚΑΙ [532, 652, 560, 669]
stock-row [1085, 985, 1328, 998]
stock-row-cell: 620 [1308, 895, 1328, 907]
stock-row-cell: 2140 [1217, 817, 1243, 829]
stock-row [1085, 855, 1328, 868]
goods-row-cell: 1800 [1476, 859, 1502, 871]
weather-row-cell: ΜΙΝΙΑ [1337, 151, 1368, 162]
